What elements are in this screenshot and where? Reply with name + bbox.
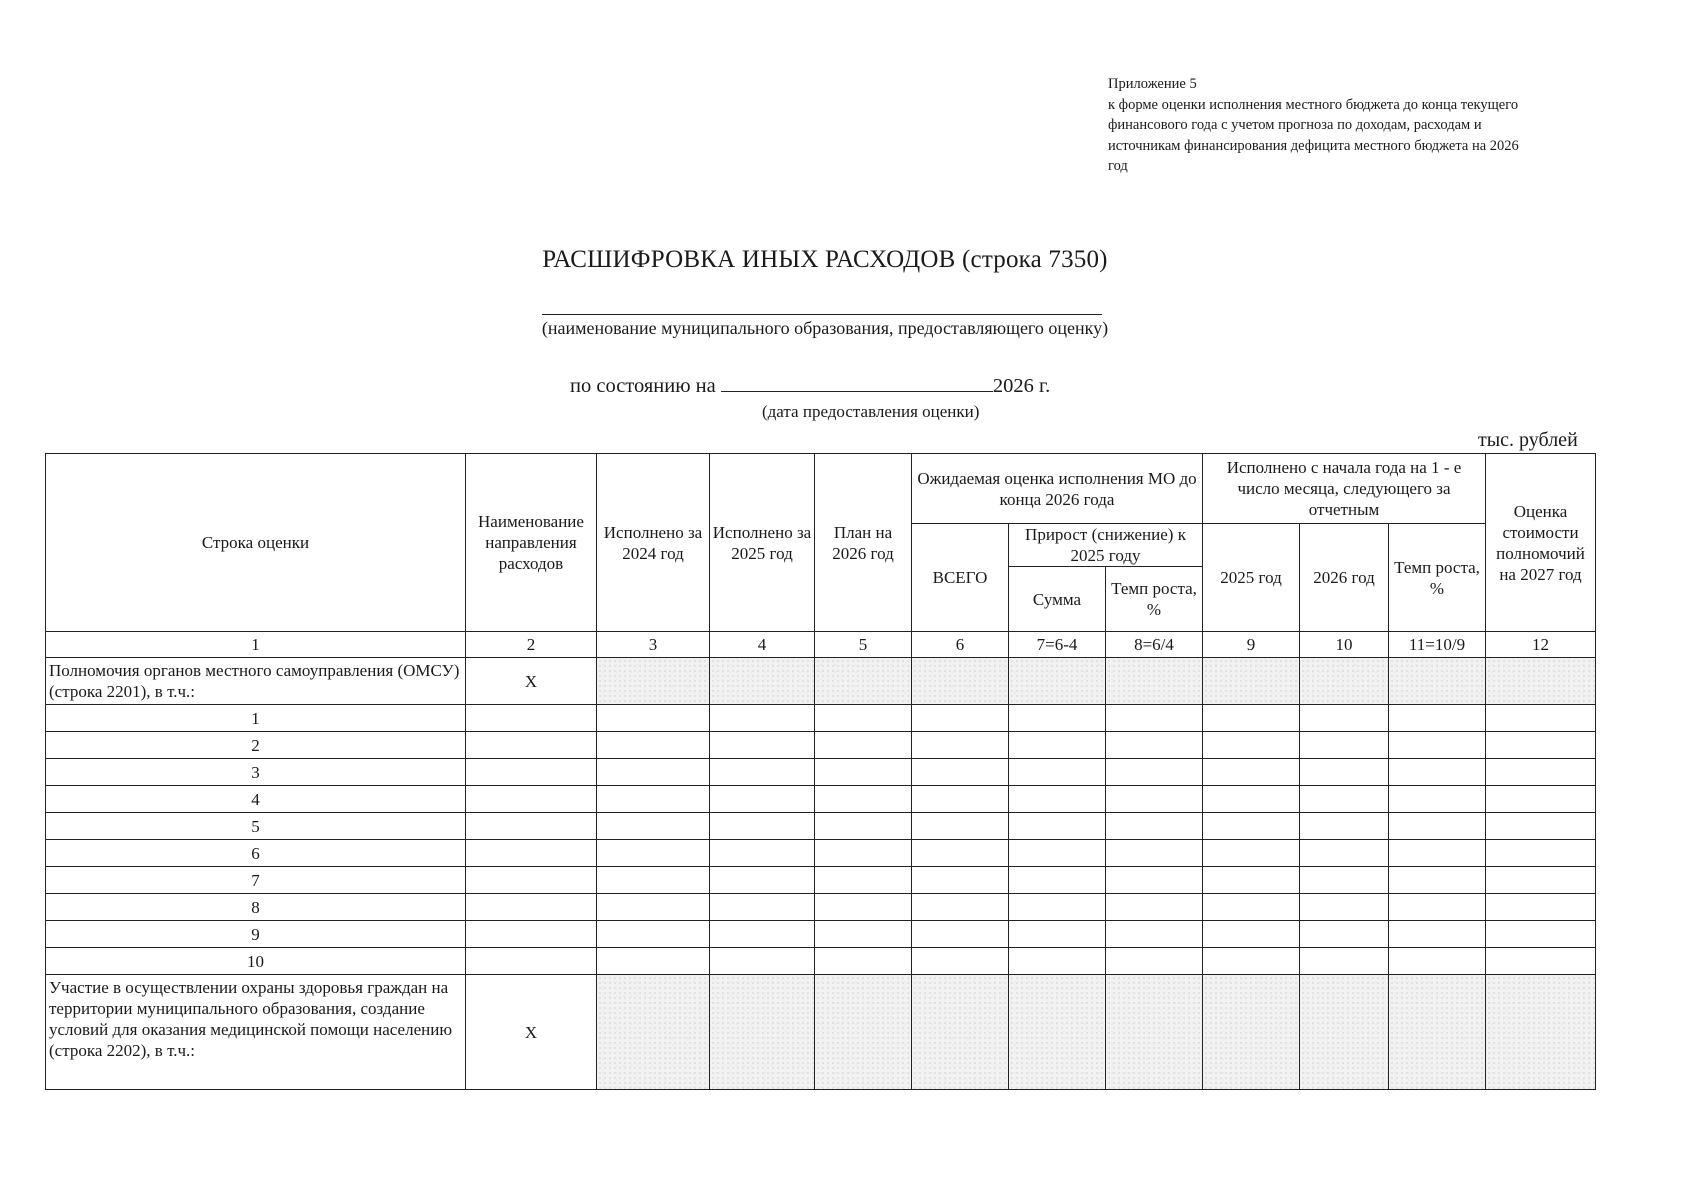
shaded-cell <box>1486 975 1596 1090</box>
input-cell[interactable] <box>1009 867 1106 894</box>
shaded-cell <box>815 975 912 1090</box>
input-cell[interactable] <box>1389 786 1486 813</box>
input-cell[interactable] <box>1486 867 1596 894</box>
input-cell[interactable] <box>466 867 597 894</box>
row-number: 5 <box>46 813 466 840</box>
date-suffix: 2026 г. <box>992 375 1051 397</box>
column-number-cell: 8=6/4 <box>1106 632 1203 658</box>
input-cell[interactable] <box>1389 867 1486 894</box>
section-row <box>46 975 1596 1090</box>
date-prefix: по состоянию на <box>570 375 716 397</box>
input-cell[interactable] <box>597 705 710 732</box>
input-cell[interactable] <box>466 948 597 975</box>
units-label: тыс. рублей <box>1478 429 1578 451</box>
input-cell[interactable] <box>466 705 597 732</box>
table-row <box>46 867 1596 894</box>
appendix-note <box>1108 74 1588 177</box>
input-cell[interactable] <box>1009 705 1106 732</box>
input-cell[interactable] <box>1389 921 1486 948</box>
input-cell[interactable] <box>597 921 710 948</box>
input-cell[interactable] <box>1106 921 1203 948</box>
input-cell[interactable] <box>710 867 815 894</box>
input-cell[interactable] <box>912 921 1009 948</box>
column-number-cell: 7=6-4 <box>1009 632 1106 658</box>
column-number-cell: 6 <box>912 632 1009 658</box>
shaded-cell <box>710 658 815 705</box>
input-cell[interactable] <box>466 786 597 813</box>
table-row <box>46 948 1596 975</box>
input-cell[interactable] <box>815 840 912 867</box>
input-cell[interactable] <box>815 894 912 921</box>
shaded-cell <box>1300 658 1389 705</box>
input-cell[interactable] <box>1486 840 1596 867</box>
shaded-cell <box>1486 658 1596 705</box>
input-cell[interactable] <box>1106 948 1203 975</box>
column-number-cell: 1 <box>46 632 466 658</box>
input-cell[interactable] <box>710 732 815 759</box>
input-cell[interactable] <box>466 759 597 786</box>
row-number: 8 <box>46 894 466 921</box>
input-cell[interactable] <box>1389 759 1486 786</box>
appendix-line: финансового года с учетом прогноза по доходам, расходам и <box>1108 117 1482 133</box>
input-cell[interactable] <box>912 759 1009 786</box>
input-cell[interactable] <box>710 759 815 786</box>
shaded-cell <box>1106 658 1203 705</box>
input-cell[interactable] <box>597 786 710 813</box>
shaded-cell <box>815 658 912 705</box>
table-row <box>46 732 1596 759</box>
input-cell[interactable] <box>912 786 1009 813</box>
input-cell[interactable] <box>912 840 1009 867</box>
column-number-cell: 9 <box>1203 632 1300 658</box>
row-number: 3 <box>46 759 466 786</box>
appendix-line: источникам финансирования дефицита местного бюджета на 2026 <box>1108 137 1519 154</box>
table-row <box>46 786 1596 813</box>
header-total: ВСЕГО <box>912 524 1009 632</box>
input-cell[interactable] <box>1009 840 1106 867</box>
input-cell[interactable] <box>597 732 710 759</box>
input-cell[interactable] <box>1486 948 1596 975</box>
input-cell[interactable] <box>815 948 912 975</box>
row-number: 1 <box>46 705 466 732</box>
section-label: Участие в осуществлении охраны здоровья граждан на территории муниципального образования, создание условий для оказания медицинской помощи населению (строка 2202), в т.ч.: <box>46 975 466 1090</box>
input-cell[interactable] <box>912 705 1009 732</box>
input-cell[interactable] <box>1203 948 1300 975</box>
input-cell[interactable] <box>1203 813 1300 840</box>
input-cell[interactable] <box>1009 894 1106 921</box>
input-cell[interactable] <box>1486 921 1596 948</box>
row-number: 10 <box>46 948 466 975</box>
input-cell[interactable] <box>1106 732 1203 759</box>
input-cell[interactable] <box>815 759 912 786</box>
input-cell[interactable] <box>1009 948 1106 975</box>
input-cell[interactable] <box>1300 948 1389 975</box>
input-cell[interactable] <box>597 894 710 921</box>
input-cell[interactable] <box>597 759 710 786</box>
input-cell[interactable] <box>1009 786 1106 813</box>
input-cell[interactable] <box>1486 813 1596 840</box>
header-executed-group: Исполнено с начала года на 1 - е число месяца, следующего за отчетным <box>1203 454 1486 524</box>
date-row <box>570 371 1050 398</box>
header-exec-2024: Исполнено за 2024 год <box>597 454 710 632</box>
input-cell[interactable] <box>1203 759 1300 786</box>
section-marker: X <box>466 975 597 1090</box>
header-plan-2026: План на 2026 год <box>815 454 912 632</box>
input-cell[interactable] <box>912 894 1009 921</box>
input-cell[interactable] <box>1106 705 1203 732</box>
column-number-cell: 10 <box>1300 632 1389 658</box>
input-cell[interactable] <box>912 813 1009 840</box>
table-row <box>46 705 1596 732</box>
input-cell[interactable] <box>597 948 710 975</box>
input-cell[interactable] <box>710 705 815 732</box>
date-caption: (дата предоставления оценки) <box>762 402 980 421</box>
row-number: 7 <box>46 867 466 894</box>
header-sum: Сумма <box>1009 567 1106 632</box>
input-cell[interactable] <box>710 948 815 975</box>
input-cell[interactable] <box>1300 921 1389 948</box>
input-cell[interactable] <box>1106 867 1203 894</box>
column-number-cell: 12 <box>1486 632 1596 658</box>
column-number-cell: 2 <box>466 632 597 658</box>
input-cell[interactable] <box>815 786 912 813</box>
input-cell[interactable] <box>1009 813 1106 840</box>
shaded-cell <box>912 975 1009 1090</box>
input-cell[interactable] <box>1300 759 1389 786</box>
input-cell[interactable] <box>1106 840 1203 867</box>
input-cell[interactable] <box>1300 813 1389 840</box>
shaded-cell <box>1203 975 1300 1090</box>
shaded-cell <box>597 975 710 1090</box>
input-cell[interactable] <box>1389 732 1486 759</box>
header-estimate-2027: Оценка стоимости полномочий на 2027 год <box>1486 454 1596 632</box>
shaded-cell <box>1203 658 1300 705</box>
input-cell[interactable] <box>1203 732 1300 759</box>
input-cell[interactable] <box>710 786 815 813</box>
header-rate: Темп роста, % <box>1389 524 1486 632</box>
input-cell[interactable] <box>1009 921 1106 948</box>
shaded-cell <box>1009 975 1106 1090</box>
header-row-label: Строка оценки <box>46 454 466 632</box>
shaded-cell <box>1300 975 1389 1090</box>
input-cell[interactable] <box>1300 867 1389 894</box>
input-cell[interactable] <box>1486 732 1596 759</box>
input-cell[interactable] <box>1389 813 1486 840</box>
input-cell[interactable] <box>1203 921 1300 948</box>
header-growth-rate: Темп роста, % <box>1106 567 1203 632</box>
column-number-cell: 3 <box>597 632 710 658</box>
input-cell[interactable] <box>815 867 912 894</box>
input-cell[interactable] <box>710 894 815 921</box>
shaded-cell <box>1009 658 1106 705</box>
input-cell[interactable] <box>1203 786 1300 813</box>
column-numbers-row <box>46 632 1596 658</box>
input-cell[interactable] <box>1009 732 1106 759</box>
row-number: 9 <box>46 921 466 948</box>
header-exec-2025: Исполнено за 2025 год <box>710 454 815 632</box>
appendix-line: год <box>1108 158 1128 174</box>
header-direction: Наименование направления расходов <box>466 454 597 632</box>
input-cell[interactable] <box>815 732 912 759</box>
input-cell[interactable] <box>815 705 912 732</box>
table-row <box>46 813 1596 840</box>
input-cell[interactable] <box>1106 786 1203 813</box>
shaded-cell <box>710 975 815 1090</box>
input-cell[interactable] <box>1300 840 1389 867</box>
input-cell[interactable] <box>1106 894 1203 921</box>
input-cell[interactable] <box>912 948 1009 975</box>
appendix-line: Приложение 5 <box>1108 76 1197 92</box>
input-cell[interactable] <box>1486 705 1596 732</box>
header-year-2025: 2025 год <box>1203 524 1300 632</box>
shaded-cell <box>1106 975 1203 1090</box>
input-cell[interactable] <box>1203 867 1300 894</box>
table-row <box>46 759 1596 786</box>
table-row <box>46 894 1596 921</box>
input-cell[interactable] <box>1486 759 1596 786</box>
input-cell[interactable] <box>1009 759 1106 786</box>
input-cell[interactable] <box>466 732 597 759</box>
input-cell[interactable] <box>1106 759 1203 786</box>
expense-breakdown-table <box>45 453 1596 1090</box>
input-cell[interactable] <box>1203 840 1300 867</box>
row-number: 6 <box>46 840 466 867</box>
section-marker: X <box>466 658 597 705</box>
input-cell[interactable] <box>912 867 1009 894</box>
section-label: Полномочия органов местного самоуправления (ОМСУ) (строка 2201), в т.ч.: <box>46 658 466 705</box>
section-row <box>46 658 1596 705</box>
input-cell[interactable] <box>1389 948 1486 975</box>
header-expected-group: Ожидаемая оценка исполнения МО до конца 2026 года <box>912 454 1203 524</box>
municipality-caption: (наименование муниципального образования, предоставляющего оценку) <box>541 318 1109 338</box>
input-cell[interactable] <box>1486 786 1596 813</box>
input-cell[interactable] <box>815 813 912 840</box>
shaded-cell <box>1389 658 1486 705</box>
input-cell[interactable] <box>597 813 710 840</box>
input-cell[interactable] <box>1106 813 1203 840</box>
input-cell[interactable] <box>1300 786 1389 813</box>
input-cell[interactable] <box>1203 894 1300 921</box>
input-cell[interactable] <box>710 813 815 840</box>
input-cell[interactable] <box>1389 840 1486 867</box>
row-number: 2 <box>46 732 466 759</box>
table-row <box>46 921 1596 948</box>
input-cell[interactable] <box>1389 894 1486 921</box>
input-cell[interactable] <box>912 732 1009 759</box>
input-cell[interactable] <box>466 921 597 948</box>
document-title: РАСШИФРОВКА ИНЫХ РАСХОДОВ (строка 7350) <box>542 246 1108 273</box>
input-cell[interactable] <box>710 840 815 867</box>
input-cell[interactable] <box>466 840 597 867</box>
table-row <box>46 840 1596 867</box>
input-cell[interactable] <box>1486 894 1596 921</box>
shaded-cell <box>597 658 710 705</box>
input-cell[interactable] <box>1300 705 1389 732</box>
input-cell[interactable] <box>1300 894 1389 921</box>
column-number-cell: 4 <box>710 632 815 658</box>
appendix-line: к форме оценки исполнения местного бюджета до конца текущего <box>1108 96 1519 113</box>
input-cell[interactable] <box>1300 732 1389 759</box>
input-cell[interactable] <box>597 840 710 867</box>
column-number-cell: 5 <box>815 632 912 658</box>
input-cell[interactable] <box>466 894 597 921</box>
input-cell[interactable] <box>1203 705 1300 732</box>
input-cell[interactable] <box>1389 705 1486 732</box>
input-cell[interactable] <box>815 921 912 948</box>
shaded-cell <box>1389 975 1486 1090</box>
input-cell[interactable] <box>597 867 710 894</box>
header-growth-group: Прирост (снижение) к 2025 году <box>1009 524 1203 567</box>
input-cell[interactable] <box>466 813 597 840</box>
shaded-cell <box>912 658 1009 705</box>
input-cell[interactable] <box>710 921 815 948</box>
header-year-2026: 2026 год <box>1300 524 1389 632</box>
row-number: 4 <box>46 786 466 813</box>
date-blank-field[interactable] <box>721 371 993 392</box>
municipality-name-line[interactable] <box>542 314 1102 315</box>
column-number-cell: 11=10/9 <box>1389 632 1486 658</box>
